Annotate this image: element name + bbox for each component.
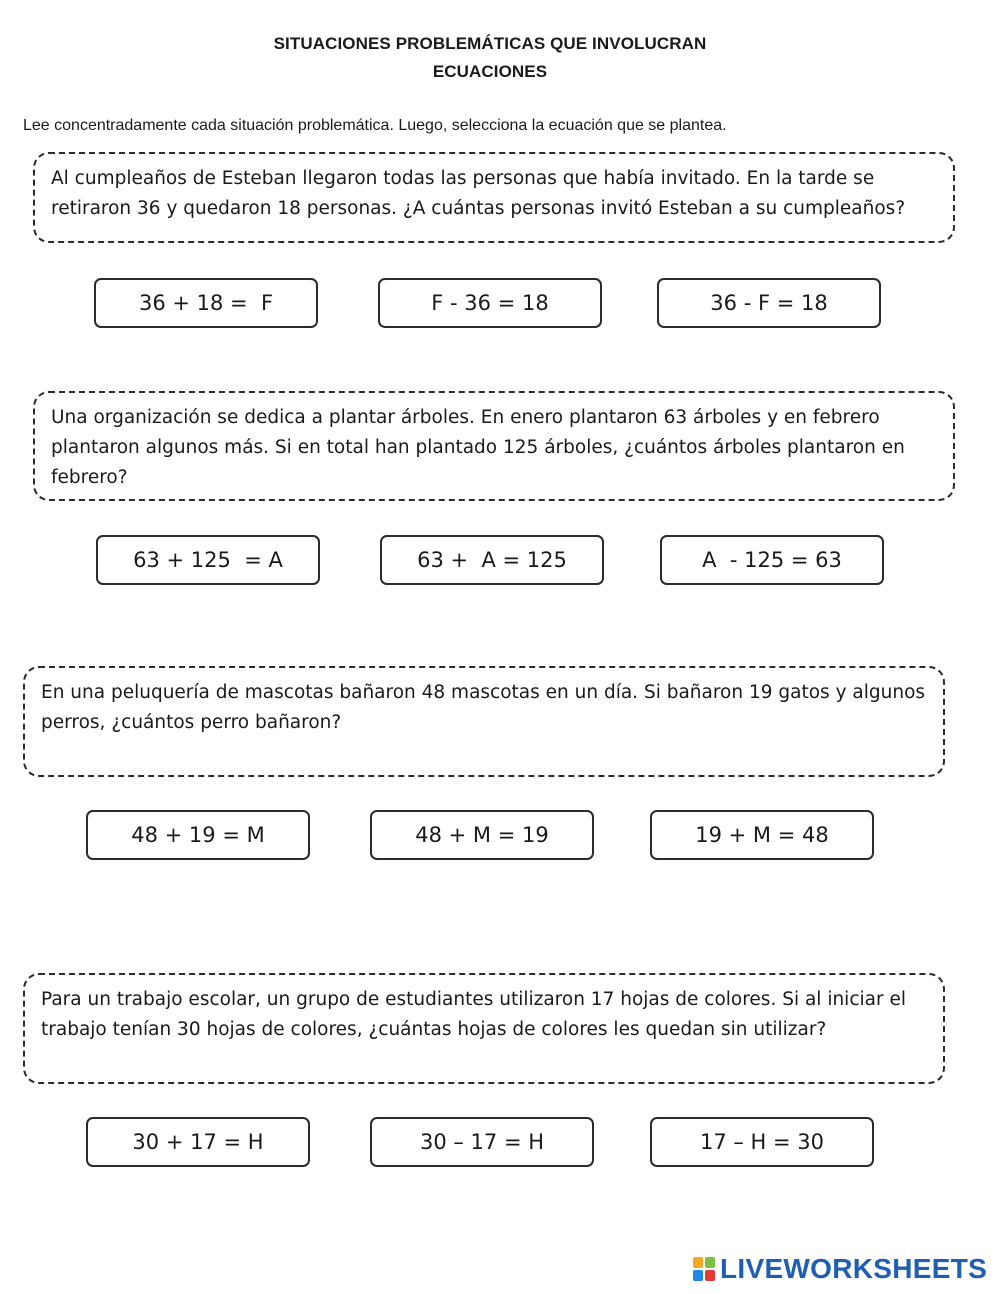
liveworksheets-logo [692,1253,987,1285]
liveworksheets-logo-icon [692,1256,716,1282]
instructions: Lee concentradamente cada situación problemática. Luego, selecciona la ecuación que se plantea. [23,117,727,134]
problem-1-option-2[interactable]: F - 36 = 18 [378,278,602,328]
problem-3-option-3[interactable]: 19 + M = 48 [650,810,874,860]
problem-3-option-2[interactable]: 48 + M = 19 [370,810,594,860]
problem-2-box: Una organización se dedica a plantar árboles. En enero plantaron 63 árboles y en febrero plantaron algunos más. Si en total han plantado 125 árboles, ¿cuántos árboles plantaron en febrero? [33,391,955,501]
problem-1-option-1[interactable]: 36 + 18 = F [94,278,318,328]
problem-4-option-2[interactable]: 30 – 17 = H [370,1117,594,1167]
problem-3-box: En una peluquería de mascotas bañaron 48 mascotas en un día. Si bañaron 19 gatos y algunos perros, ¿cuántos perro bañaron? [23,666,945,777]
problem-1-box: Al cumpleaños de Esteban llegaron todas las personas que había invitado. En la tarde se retiraron 36 y quedaron 18 personas. ¿A cuántas personas invitó Esteban a su cumpleaños? [33,152,955,243]
problem-4-box: Para un trabajo escolar, un grupo de estudiantes utilizaron 17 hojas de colores. Si al iniciar el trabajo tenían 30 hojas de colores, ¿cuántas hojas de colores les quedan sin utilizar? [23,973,945,1084]
liveworksheets-logo-text: LIVEWORKSHEETS [720,1253,988,1284]
problem-3-option-1[interactable]: 48 + 19 = M [86,810,310,860]
problem-2-option-3[interactable]: A - 125 = 63 [660,535,884,585]
page-title-line-2: ECUACIONES [432,62,548,81]
problem-2-option-2[interactable]: 63 + A = 125 [380,535,604,585]
problem-4-option-3[interactable]: 17 – H = 30 [650,1117,874,1167]
problem-4-option-1[interactable]: 30 + 17 = H [86,1117,310,1167]
problem-2-option-1[interactable]: 63 + 125 = A [96,535,320,585]
problem-1-option-3[interactable]: 36 - F = 18 [657,278,881,328]
page-title: SITUACIONES PROBLEMÁTICAS QUE INVOLUCRAN [273,34,707,53]
